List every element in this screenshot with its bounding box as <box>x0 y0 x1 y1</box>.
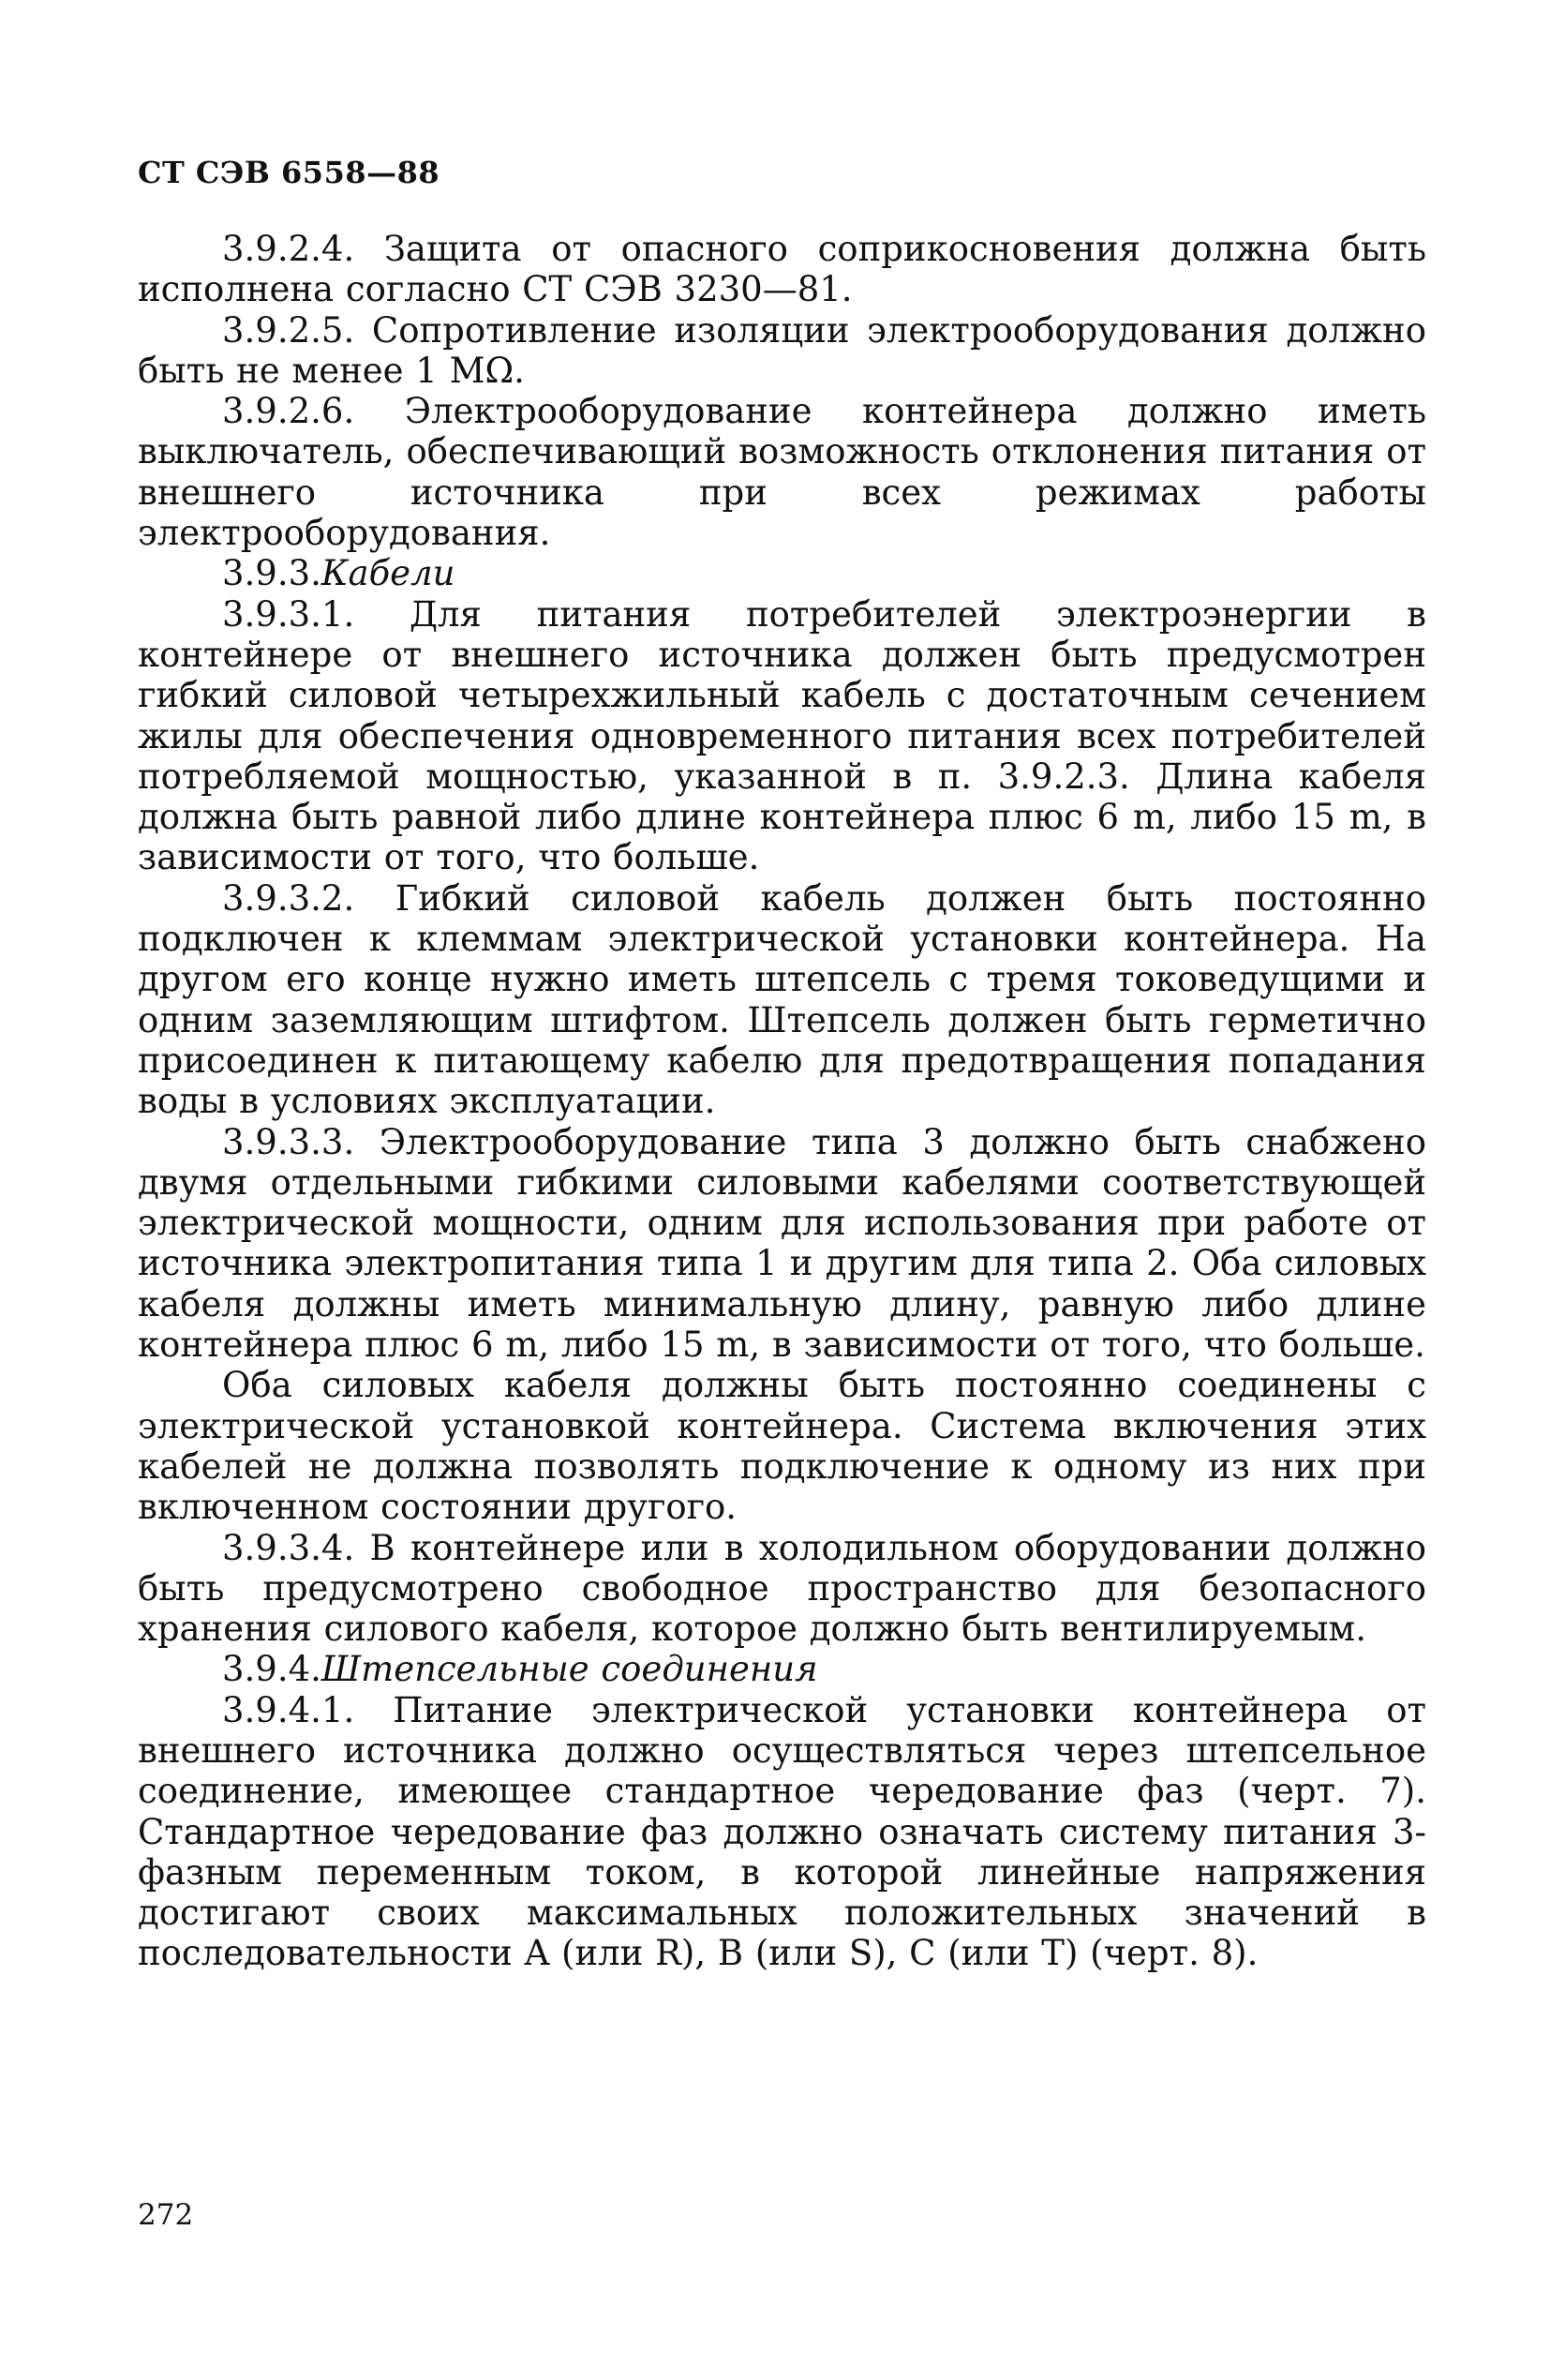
paragraph-cables-connection: Оба силовых кабеля должны быть постоянно соединены с электрической установкой контейнера. Система включения этих кабелей не должна позволять подключение к одному из них при включенном состоянии другого. <box>138 1365 1426 1528</box>
section-title: Кабели <box>320 553 455 594</box>
paragraph-3-9-3-3: 3.9.3.3. Электрооборудование типа 3 должно быть снабжено двумя отдельными гибкими силовыми кабелями соответствующей электрической мощности, одним для использования при работе от источника электропитания типа 1 и другим для типа 2. Оба силовых кабеля должны иметь минимальную длину, равную либо длине контейнера плюс 6 m, либо 15 m, в зависимости от того, что больше. <box>138 1121 1426 1366</box>
running-header: СТ СЭВ 6558—88 <box>138 155 440 190</box>
paragraph-3-9-3-4: 3.9.3.4. В контейнере или в холодильном оборудовании должно быть предусмотрено свободное пространство для безопасного хранения силового кабеля, которое должно быть вентилируемым. <box>138 1527 1426 1650</box>
section-title: Штепсельные соединения <box>320 1649 818 1690</box>
body-text <box>138 229 1426 1974</box>
paragraph-3-9-2-4: 3.9.2.4. Защита от опасного соприкосновения должна быть исполнена согласно СТ СЭВ 3230—81. <box>138 229 1426 310</box>
paragraph-3-9-3-1: 3.9.3.1. Для питания потребителей электроэнергии в контейнере от внешнего источника должен быть предусмотрен гибкий силовой четырехжильный кабель с достаточным сечением жилы для обеспечения одновременного питания всех потребителей потребляемой мощностью, указанной в п. 3.9.2.3. Длина кабеля должна быть равной либо длине контейнера плюс 6 m, либо 15 m, в зависимости от того, что больше. <box>138 593 1426 878</box>
section-heading-plug-connections <box>138 1649 1426 1689</box>
section-number: 3.9.3. <box>222 553 321 594</box>
paragraph-3-9-2-6: 3.9.2.6. Электрооборудование контейнера должно иметь выключатель, обеспечивающий возможность отклонения питания от внешнего источника при всех режимах работы электрооборудования. <box>138 391 1426 554</box>
section-number: 3.9.4. <box>222 1649 321 1690</box>
section-heading-cables <box>138 553 1426 593</box>
paragraph-3-9-3-2: 3.9.3.2. Гибкий силовой кабель должен быть постоянно подключен к клеммам электрической установки контейнера. На другом его конце нужно иметь штепсель с тремя токоведущими и одним заземляющим штифтом. Штепсель должен быть герметично присоединен к питающему кабелю для предотвращения попадания воды в условиях эксплуатации. <box>138 877 1426 1122</box>
paragraph-3-9-4-1: 3.9.4.1. Питание электрической установки контейнера от внешнего источника должно осуществляться через штепсельное соединение, имеющее стандартное чередование фаз (черт. 7). Стандартное чередование фаз должно означать систему питания 3-фазным переменным током, в которой линейные напряжения достигают своих максимальных положительных значений в последовательности A (или R), B (или S), C (или T) (черт. 8). <box>138 1689 1426 1974</box>
page-number: 272 <box>138 2198 194 2232</box>
paragraph-3-9-2-5: 3.9.2.5. Сопротивление изоляции электрооборудования должно быть не менее 1 МΩ. <box>138 309 1426 391</box>
